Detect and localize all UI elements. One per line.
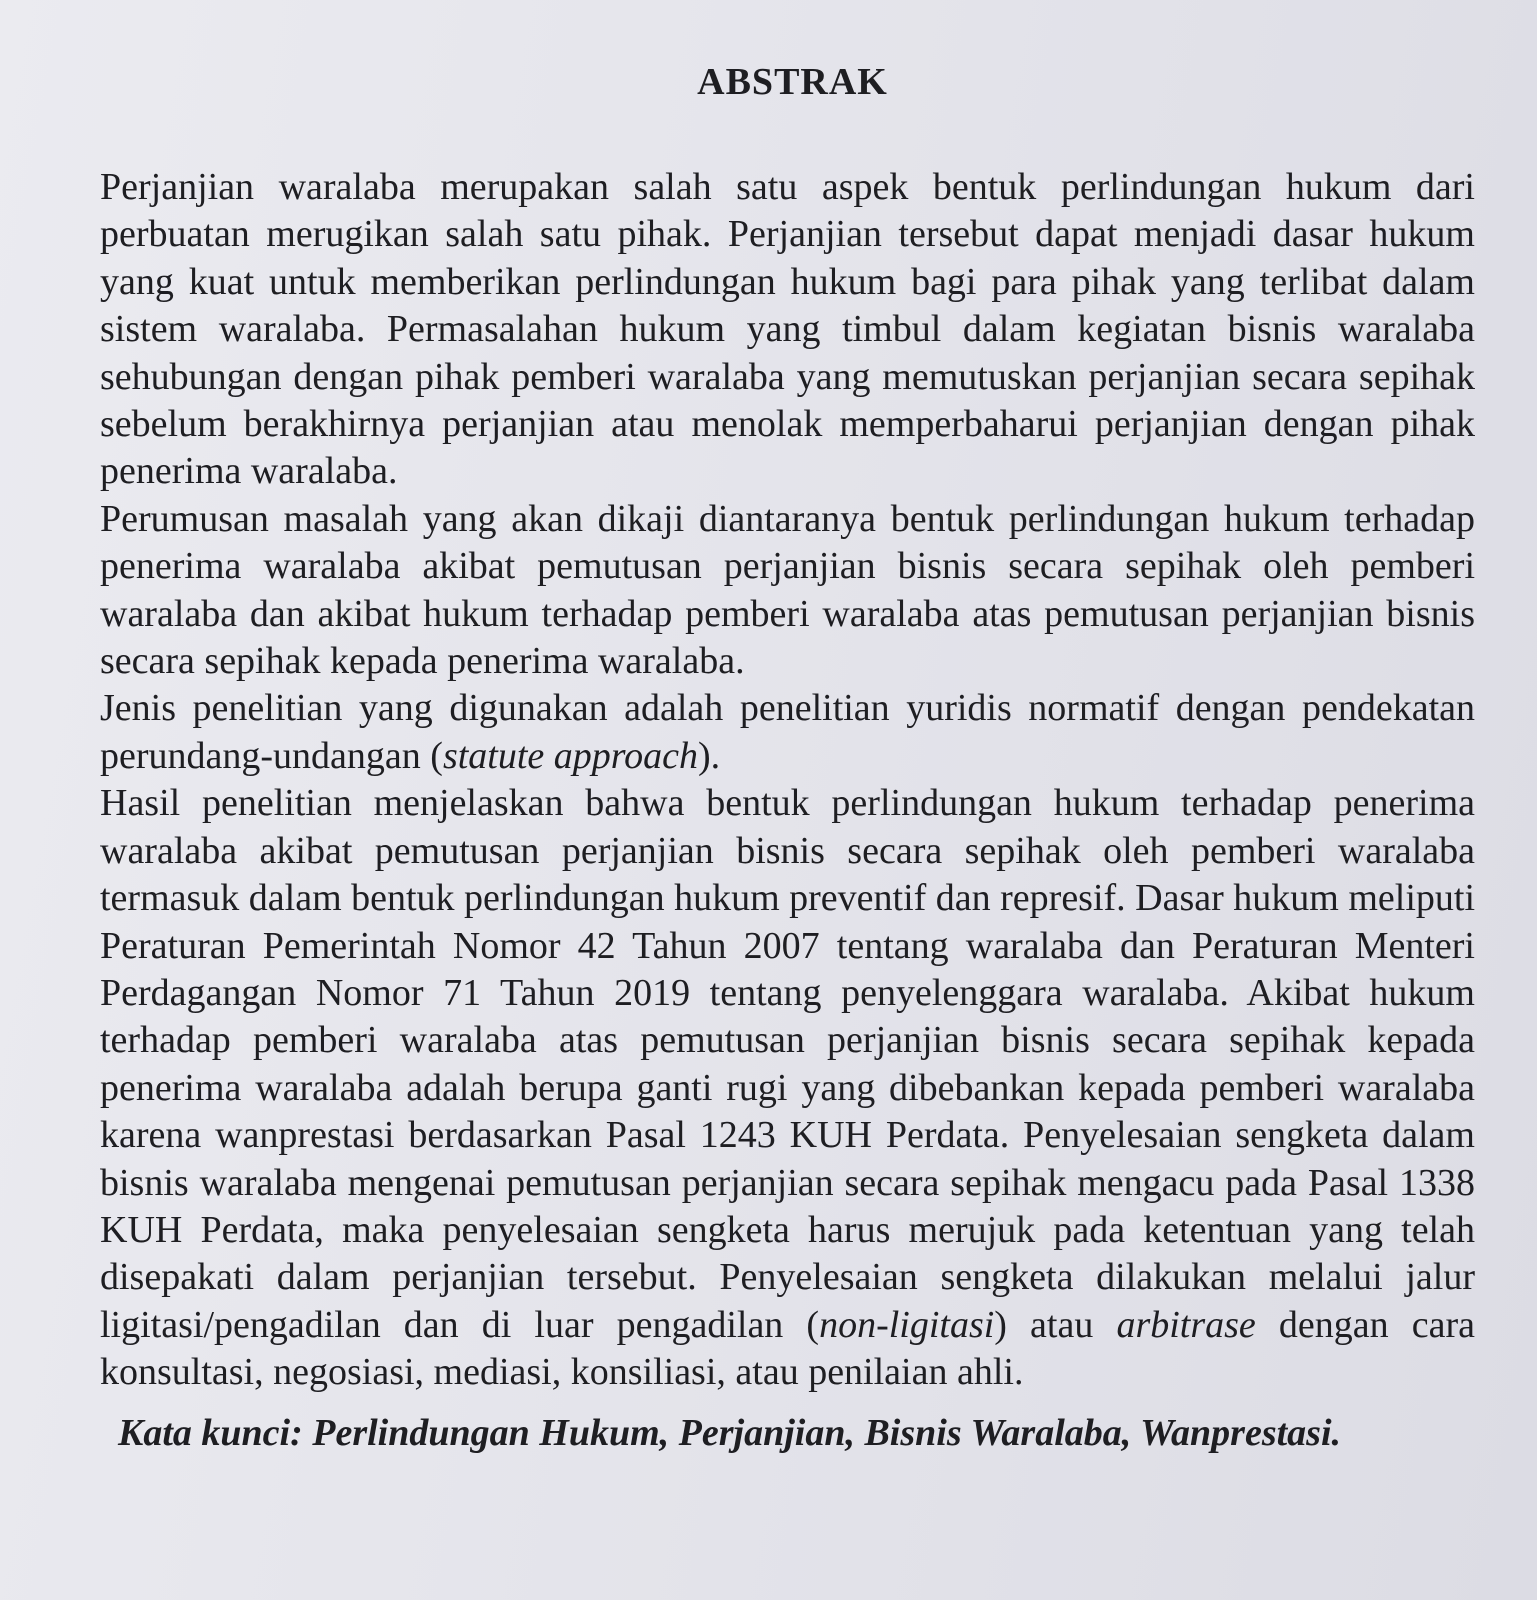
results-italic-term-1: non-ligitasi	[819, 1303, 995, 1346]
method-text-after: ).	[698, 734, 721, 777]
paragraph-problem-statement: Perumusan masalah yang akan dikaji diantaranya bentuk perlindungan hukum terhadap penerima waralaba akibat pemutusan perjanjian bisnis secara sepihak oleh pemberi waralaba dan akibat hukum terhadap pemberi waralaba atas pemutusan perjanjian bisnis secara sepihak kepada penerima waralaba.	[100, 497, 1475, 683]
results-text-part3: dengan cara konsultasi, negosiasi, mediasi, konsiliasi, atau penilaian ahli.	[100, 1303, 1475, 1394]
paragraph-results	[100, 780, 1475, 1396]
keywords-line: Kata kunci: Perlindungan Hukum, Perjanjian, Bisnis Waralaba, Wanprestasi.	[118, 1411, 1342, 1454]
results-text-part1: Hasil penelitian menjelaskan bahwa bentuk perlindungan hukum terhadap penerima waralaba akibat pemutusan perjanjian bisnis secara sepihak oleh pemberi waralaba termasuk dalam bentuk perlindungan hukum preventif dan represif. Dasar hukum meliputi Peraturan Pemerintah Nomor 42 Tahun 2007 tentang waralaba dan Peraturan Menteri Perdagangan Nomor 71 Tahun 2019 tentang penyelenggara waralaba. Akibat hukum terhadap pemberi waralaba atas pemutusan perjanjian bisnis secara sepihak kepada penerima waralaba adalah berupa ganti rugi yang dibebankan kepada pemberi waralaba karena wanprestasi berdasarkan Pasal 1243 KUH Perdata. Penyelesaian sengketa dalam bisnis waralaba mengenai pemutusan perjanjian secara sepihak mengacu pada Pasal 1338 KUH Perdata, maka penyelesaian sengketa harus merujuk pada ketentuan yang telah disepakati dalam perjanjian tersebut. Penyelesaian sengketa dilakukan melalui jalur ligitasi/pengadilan dan di luar pengadilan (	[100, 782, 1476, 1346]
paragraph-method	[100, 685, 1475, 780]
abstract-title: ABSTRAK	[697, 61, 888, 103]
method-italic-term: statute approach	[442, 734, 699, 777]
abstract-body	[100, 164, 1475, 1397]
method-text-before: Jenis penelitian yang digunakan adalah penelitian yuridis normatif dengan pendekatan perundang-undangan (	[100, 687, 1475, 777]
results-text-part2: ) atau	[994, 1303, 1117, 1346]
paragraph-background: Perjanjian waralaba merupakan salah satu aspek bentuk perlindungan hukum dari perbuatan merugikan salah satu pihak. Perjanjian tersebut dapat menjadi dasar hukum yang kuat untuk memberikan perlindungan hukum bagi para pihak yang terlibat dalam sistem waralaba. Permasalahan hukum yang timbul dalam kegiatan bisnis waralaba sehubungan dengan pihak pemberi waralaba yang memutuskan perjanjian secara sepihak sebelum berakhirnya perjanjian atau menolak memperbaharui perjanjian dengan pihak penerima waralaba.	[100, 166, 1475, 493]
results-italic-term-2: arbitrase	[1116, 1303, 1256, 1346]
